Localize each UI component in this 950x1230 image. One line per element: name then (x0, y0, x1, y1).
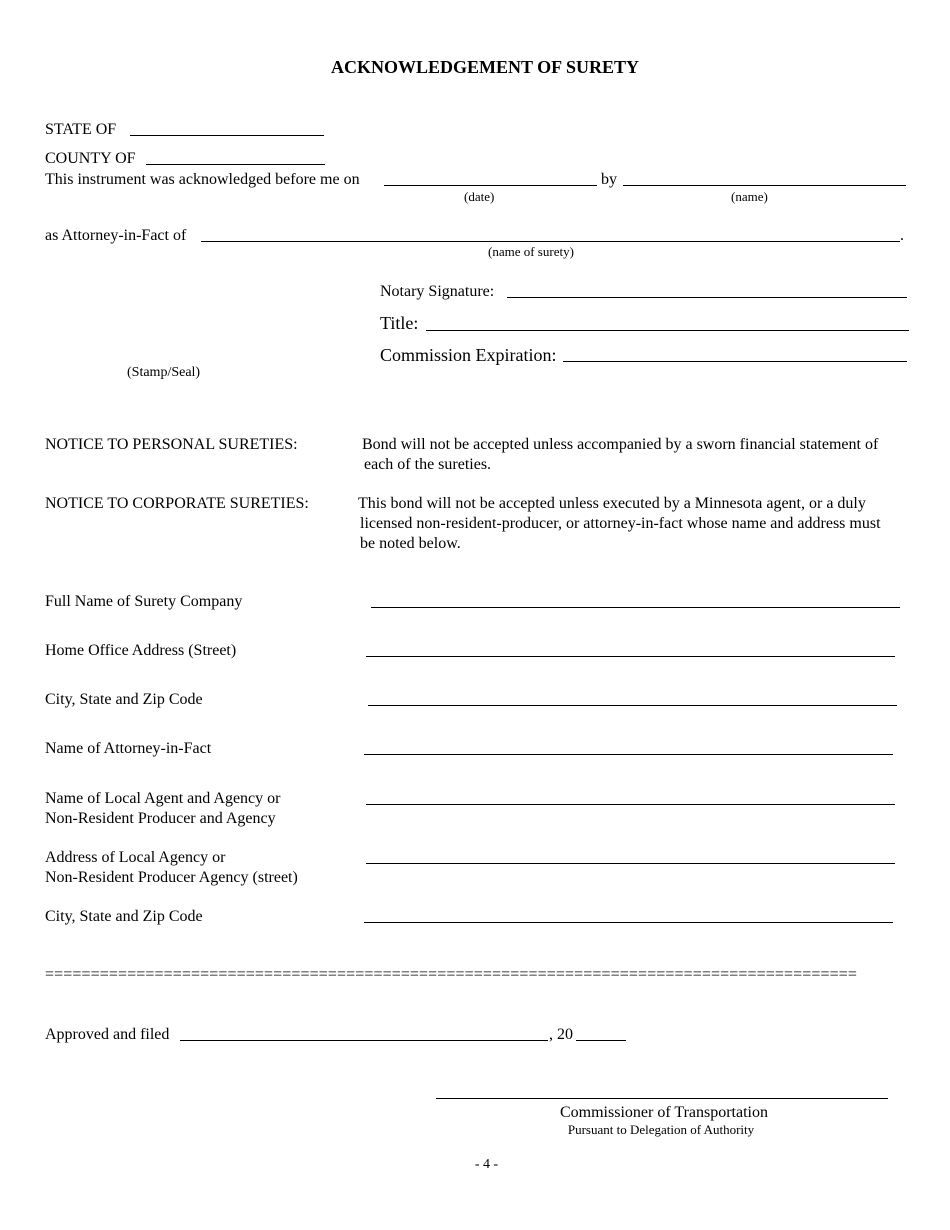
attorney-text: as Attorney-in-Fact of (45, 227, 187, 244)
date-field[interactable] (384, 185, 597, 186)
home-office-label: Home Office Address (Street) (45, 642, 237, 659)
home-office-field[interactable] (366, 656, 895, 657)
attorney-name-label: Name of Attorney-in-Fact (45, 740, 212, 757)
county-field[interactable] (146, 164, 325, 165)
notice-corporate-label: NOTICE TO CORPORATE SURETIES: (45, 495, 309, 512)
page-title: ACKNOWLEDGEMENT OF SURETY (330, 57, 640, 77)
city-state-zip-label-2: City, State and Zip Code (45, 908, 203, 925)
local-address-field[interactable] (366, 863, 895, 864)
notice-corporate-line-3: be noted below. (360, 535, 461, 552)
local-agent-line-1: Name of Local Agent and Agency or (45, 790, 281, 807)
attorney-name-field[interactable] (364, 754, 893, 755)
commissioner-sub: Pursuant to Delegation of Authority (567, 1122, 755, 1137)
by-label: by (601, 171, 617, 188)
acknowledged-text: This instrument was acknowledged before me on (45, 171, 360, 188)
local-address-line-1: Address of Local Agency or (45, 849, 226, 866)
notary-signature-label: Notary Signature: (380, 283, 495, 300)
notice-personal-label: NOTICE TO PERSONAL SURETIES: (45, 436, 298, 453)
name-field[interactable] (623, 185, 906, 186)
commissioner-title: Commissioner of Transportation (559, 1104, 768, 1121)
state-field[interactable] (130, 135, 324, 136)
page-number: - 4 - (474, 1157, 499, 1172)
local-address-label (45, 848, 298, 888)
title-field[interactable] (426, 330, 909, 331)
notice-corporate-text (358, 494, 938, 554)
surety-name-field[interactable] (201, 241, 900, 242)
surety-caption: (name of surety) (488, 244, 574, 259)
separator: ========================================================================================= (45, 966, 857, 983)
notice-personal-line-1: Bond will not be accepted unless accompanied by a sworn financial statement of (362, 436, 879, 453)
state-label: STATE OF (45, 121, 117, 138)
local-agent-line-2: Non-Resident Producer and Agency (45, 810, 276, 827)
commission-field[interactable] (563, 361, 907, 362)
stamp-seal-label: (Stamp/Seal) (127, 365, 201, 380)
notary-signature-field[interactable] (507, 297, 907, 298)
notice-corporate-line-2: licensed non-resident-producer, or attorney-in-fact whose name and address must (360, 515, 881, 532)
notice-personal-line-2: each of the sureties. (364, 456, 492, 473)
county-label: COUNTY OF (45, 150, 136, 167)
commission-label: Commission Expiration: (380, 345, 557, 365)
city-state-zip-field-1[interactable] (368, 705, 897, 706)
local-agent-label (45, 789, 280, 829)
approved-year-prefix: , 20 (549, 1026, 573, 1043)
name-caption: (name) (731, 189, 768, 204)
approved-date-field[interactable] (180, 1040, 548, 1041)
date-caption: (date) (464, 189, 495, 204)
notice-personal-text (362, 435, 932, 475)
notice-corporate-line-1: This bond will not be accepted unless executed by a Minnesota agent, or a duly (358, 495, 866, 512)
local-address-line-2: Non-Resident Producer Agency (street) (45, 869, 298, 886)
full-name-label: Full Name of Surety Company (45, 593, 243, 610)
city-state-zip-label-1: City, State and Zip Code (45, 691, 203, 708)
approved-year-field[interactable] (576, 1040, 626, 1041)
attorney-end-period: . (900, 227, 904, 244)
approved-label: Approved and filed (45, 1026, 170, 1043)
title-label: Title: (380, 313, 419, 333)
full-name-field[interactable] (371, 607, 900, 608)
city-state-zip-field-2[interactable] (364, 922, 893, 923)
commissioner-signature-field[interactable] (436, 1098, 888, 1099)
local-agent-field[interactable] (366, 804, 895, 805)
